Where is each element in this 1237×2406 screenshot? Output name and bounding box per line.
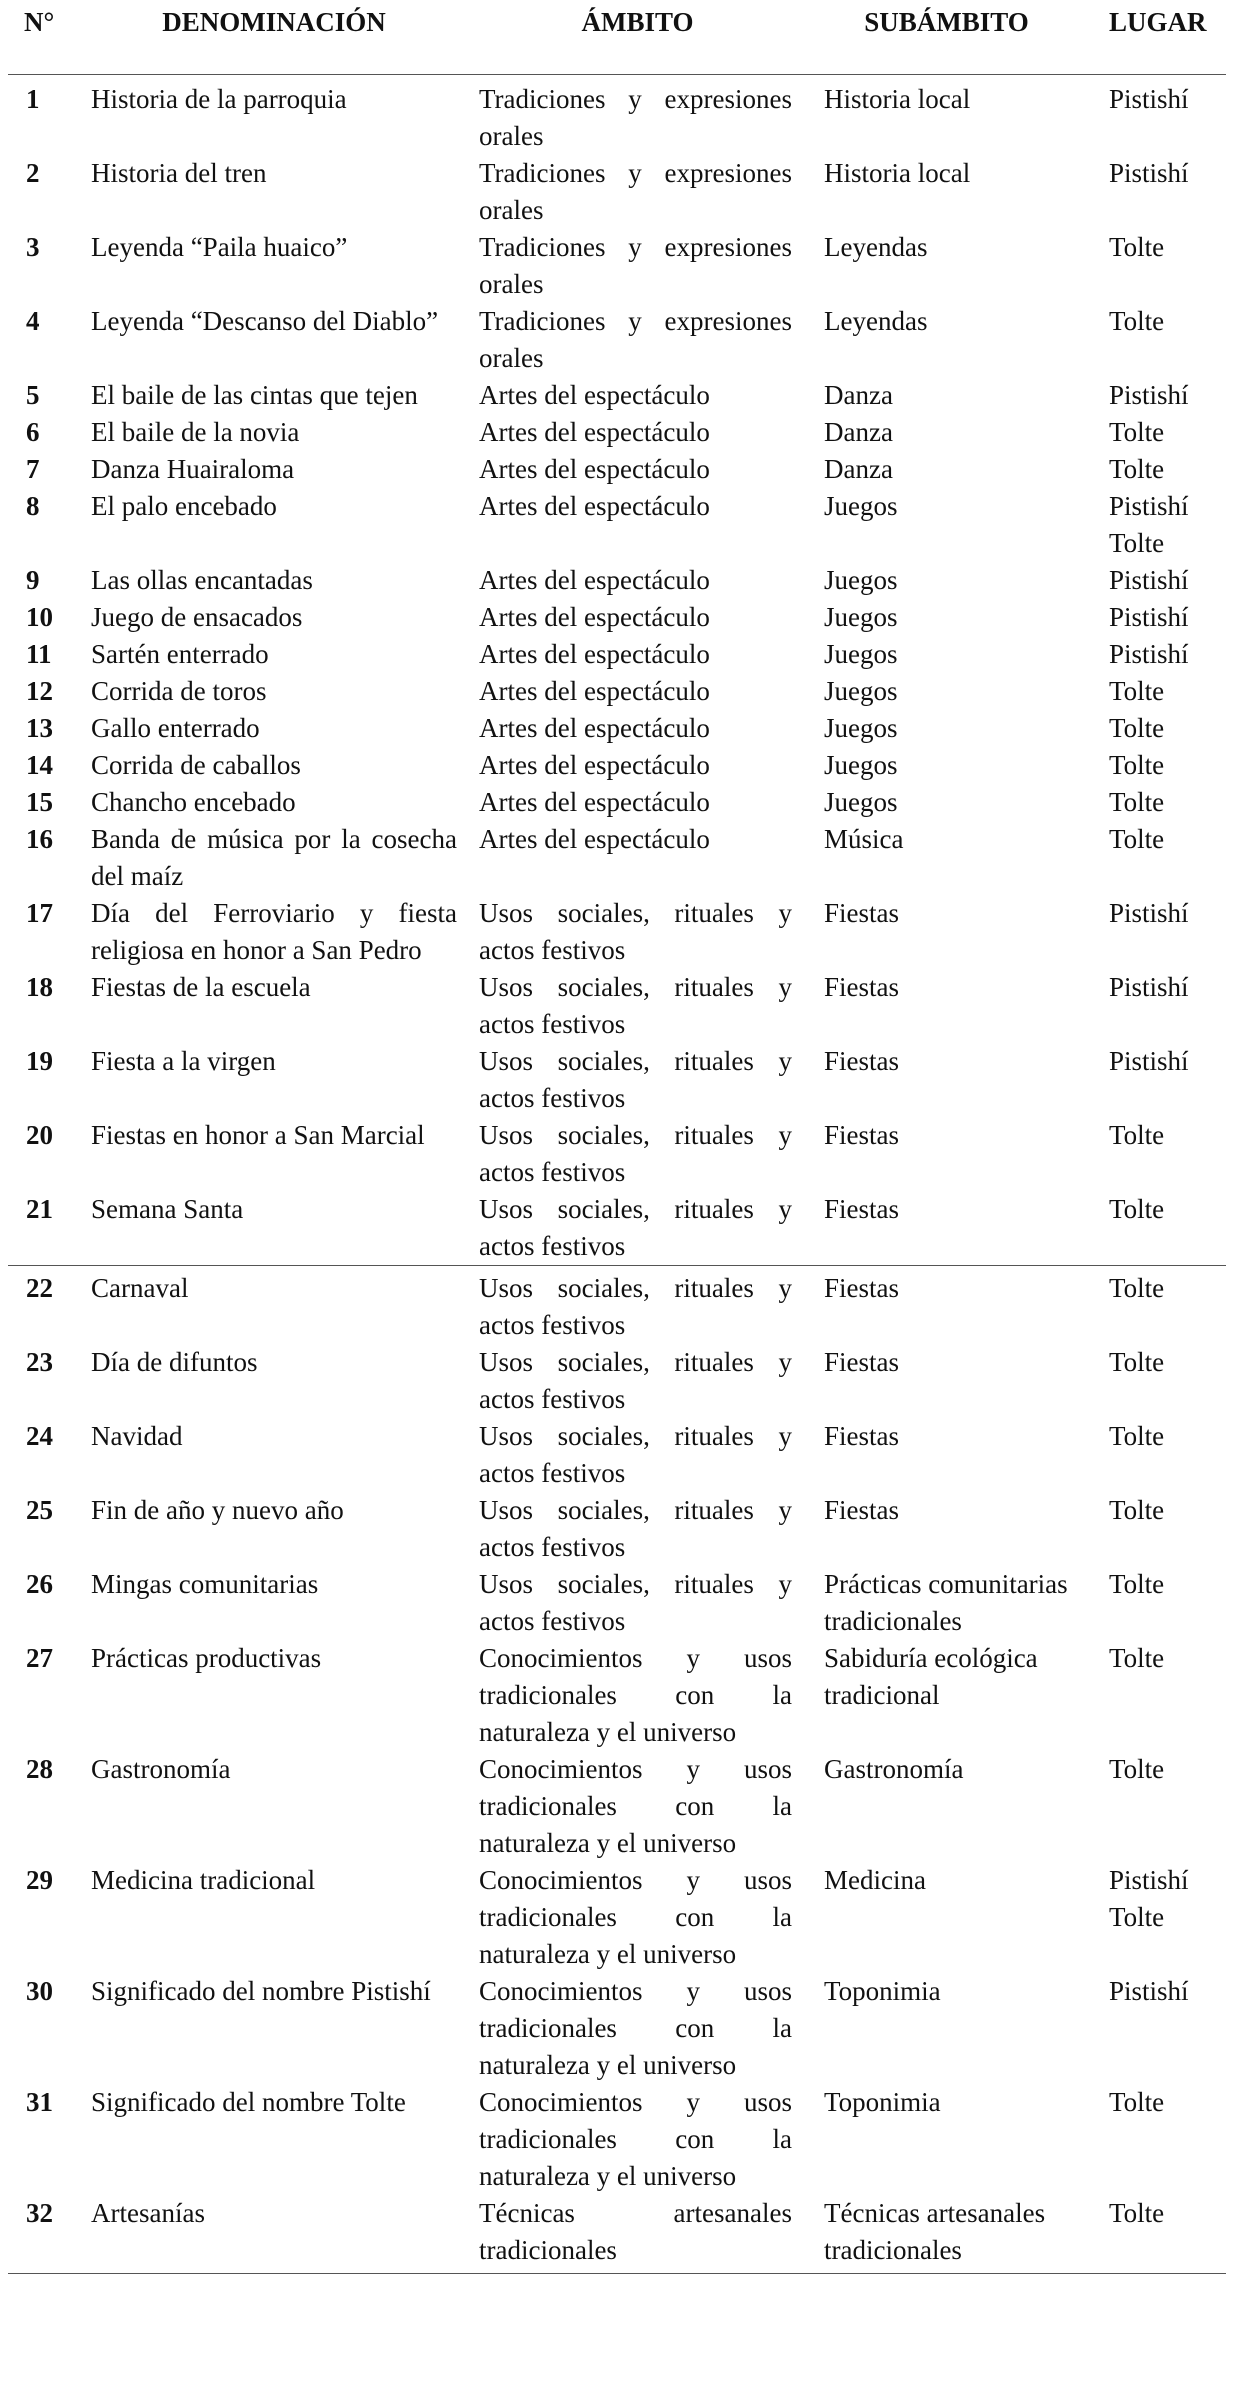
cell-ambito: Usos sociales, rituales y actos festivos bbox=[479, 1194, 792, 1261]
table-row bbox=[8, 1492, 1226, 1566]
cell-lugar: Pistishí Tolte bbox=[1109, 491, 1189, 558]
cell-number: 10 bbox=[26, 602, 53, 632]
table-row bbox=[8, 488, 1226, 562]
cell-ambito: Artes del espectáculo bbox=[479, 602, 710, 632]
cell-number: 19 bbox=[26, 1046, 53, 1076]
cell-denominacion: Mingas comunitarias bbox=[91, 1569, 319, 1599]
cell-lugar: Tolte bbox=[1109, 824, 1165, 854]
cell-subambito: Fiestas bbox=[810, 1266, 1083, 1345]
cell-number: 2 bbox=[26, 158, 40, 188]
cell-ambito: Artes del espectáculo bbox=[479, 491, 710, 521]
cell-number: 25 bbox=[26, 1495, 53, 1525]
table-row bbox=[8, 1973, 1226, 2084]
cell-lugar: Tolte bbox=[1109, 713, 1165, 743]
cell-lugar: Tolte bbox=[1109, 1120, 1165, 1150]
cell-lugar: Tolte bbox=[1109, 1495, 1165, 1525]
cell-denominacion: Fin de año y nuevo año bbox=[91, 1495, 344, 1525]
cell-lugar: Tolte bbox=[1109, 750, 1165, 780]
cell-ambito: Conocimientos y usos tradicionales con la naturaleza y el universo bbox=[479, 2087, 792, 2191]
cell-subambito: Fiestas bbox=[824, 1194, 900, 1224]
cell-subambito: Leyendas bbox=[824, 232, 928, 262]
cell-number: 18 bbox=[26, 972, 53, 1002]
cell-lugar: Pistishí bbox=[1109, 84, 1189, 114]
table-row bbox=[8, 1418, 1226, 1492]
cell-denominacion: Leyenda “Paila huaico” bbox=[91, 232, 348, 262]
cell-ambito: Artes del espectáculo bbox=[479, 639, 710, 669]
cell-number: 14 bbox=[26, 750, 53, 780]
cell-lugar: Tolte bbox=[1109, 1347, 1165, 1377]
cell-number: 6 bbox=[26, 417, 40, 447]
cell-denominacion: Juego de ensacados bbox=[91, 602, 303, 632]
cell-number: 9 bbox=[26, 565, 40, 595]
cell-ambito: Tradiciones y expresiones orales bbox=[479, 84, 792, 151]
cell-subambito: Medicina bbox=[824, 1865, 926, 1895]
cell-number: 29 bbox=[26, 1865, 53, 1895]
cell-subambito: Historia local bbox=[824, 158, 971, 188]
cell-denominacion: Chancho encebado bbox=[91, 787, 296, 817]
cell-subambito: Fiestas bbox=[824, 1421, 900, 1451]
cell-denominacion: El baile de las cintas que tejen bbox=[91, 380, 418, 410]
cell-lugar: Pistishí bbox=[1109, 898, 1189, 928]
cell-ambito: Tradiciones y expresiones orales bbox=[479, 306, 792, 373]
cell-denominacion: Gastronomía bbox=[91, 1754, 231, 1784]
cell-denominacion: Fiestas de la escuela bbox=[91, 972, 311, 1002]
header-number: N° bbox=[8, 0, 83, 75]
cell-denominacion: Medicina tradicional bbox=[91, 1865, 316, 1895]
cell-subambito: Sabiduría ecológica tradicional bbox=[824, 1643, 1038, 1710]
cell-ambito: Conocimientos y usos tradicionales con la naturaleza y el universo bbox=[479, 1643, 792, 1747]
cell-ambito: Artes del espectáculo bbox=[479, 787, 710, 817]
cell-lugar: Pistishí bbox=[1109, 639, 1189, 669]
cell-ambito: Usos sociales, rituales y actos festivos bbox=[479, 972, 792, 1039]
cell-denominacion: Significado del nombre Pistishí bbox=[91, 1976, 431, 2006]
table-row bbox=[8, 2195, 1226, 2274]
table-row bbox=[8, 784, 1226, 821]
table-row bbox=[8, 599, 1226, 636]
table-row bbox=[8, 414, 1226, 451]
cell-denominacion: El baile de la novia bbox=[91, 417, 300, 447]
cell-ambito: Artes del espectáculo bbox=[479, 454, 710, 484]
cell-lugar: Pistishí bbox=[1109, 158, 1189, 188]
cell-denominacion: Semana Santa bbox=[91, 1194, 244, 1224]
cell-denominacion: Día del Ferroviario y fiesta religiosa en honor a San Pedro bbox=[91, 898, 457, 965]
header-lugar: LUGAR bbox=[1083, 0, 1226, 75]
cell-lugar: Pistishí bbox=[1109, 602, 1189, 632]
cell-subambito: Juegos bbox=[824, 491, 898, 521]
table-row bbox=[8, 1640, 1226, 1751]
cell-subambito: Juegos bbox=[824, 639, 898, 669]
cell-number: 16 bbox=[26, 824, 53, 854]
table-row bbox=[8, 1266, 1226, 1345]
table-row bbox=[8, 1191, 1226, 1266]
table-row bbox=[8, 895, 1226, 969]
cell-subambito: Juegos bbox=[824, 713, 898, 743]
cell-lugar: Tolte bbox=[1109, 1421, 1165, 1451]
cell-denominacion: Danza Huairaloma bbox=[91, 454, 295, 484]
cell-lugar: Tolte bbox=[1109, 1569, 1165, 1599]
cell-ambito: Usos sociales, rituales y actos festivos bbox=[479, 898, 792, 965]
cell-subambito: Toponimia bbox=[824, 1976, 941, 2006]
cell-number: 11 bbox=[26, 639, 52, 669]
cell-ambito: Artes del espectáculo bbox=[479, 713, 710, 743]
cell-subambito: Juegos bbox=[824, 676, 898, 706]
cell-lugar: Pistishí bbox=[1109, 1976, 1189, 2006]
cell-lugar: Tolte bbox=[1109, 2087, 1165, 2117]
cell-ambito: Conocimientos y usos tradicionales con la naturaleza y el universo bbox=[479, 1754, 792, 1858]
cell-denominacion: El palo encebado bbox=[91, 491, 277, 521]
cell-denominacion: Historia del tren bbox=[91, 158, 267, 188]
cell-number: 27 bbox=[26, 1643, 53, 1673]
cell-denominacion: Fiestas en honor a San Marcial bbox=[91, 1120, 425, 1150]
cell-number: 30 bbox=[26, 1976, 53, 2006]
header-ambito: ÁMBITO bbox=[465, 0, 810, 75]
cell-number: 23 bbox=[26, 1347, 53, 1377]
cell-subambito: Fiestas bbox=[824, 972, 900, 1002]
cell-ambito: Usos sociales, rituales y actos festivos bbox=[479, 1421, 792, 1488]
cell-number: 26 bbox=[26, 1569, 53, 1599]
table-row bbox=[8, 75, 1226, 156]
cell-lugar: Tolte bbox=[1083, 1266, 1226, 1345]
cell-subambito: Danza bbox=[824, 417, 893, 447]
heritage-inventory-table bbox=[8, 0, 1226, 2274]
cell-ambito: Artes del espectáculo bbox=[479, 824, 710, 854]
cell-subambito: Historia local bbox=[824, 84, 971, 114]
cell-ambito: Conocimientos y usos tradicionales con la naturaleza y el universo bbox=[479, 1865, 792, 1969]
table-row bbox=[8, 710, 1226, 747]
cell-subambito: Juegos bbox=[824, 787, 898, 817]
cell-ambito: Usos sociales, rituales y actos festivos bbox=[479, 1046, 792, 1113]
cell-denominacion: Sartén enterrado bbox=[91, 639, 269, 669]
cell-number: 32 bbox=[8, 2195, 83, 2274]
cell-subambito: Música bbox=[824, 824, 904, 854]
cell-subambito: Fiestas bbox=[824, 1046, 900, 1076]
cell-lugar: Tolte bbox=[1109, 306, 1165, 336]
cell-denominacion: Leyenda “Descanso del Diablo” bbox=[91, 306, 439, 336]
cell-subambito: Juegos bbox=[824, 750, 898, 780]
cell-subambito: Danza bbox=[824, 380, 893, 410]
cell-subambito: Prácticas comunitarias tradicionales bbox=[824, 1569, 1068, 1636]
table-row bbox=[8, 1043, 1226, 1117]
cell-lugar: Tolte bbox=[1109, 232, 1165, 262]
cell-ambito: Conocimientos y usos tradicionales con la naturaleza y el universo bbox=[479, 1976, 792, 2080]
cell-number: 28 bbox=[26, 1754, 53, 1784]
cell-number: 22 bbox=[8, 1266, 83, 1345]
table-row bbox=[8, 673, 1226, 710]
cell-subambito: Danza bbox=[824, 454, 893, 484]
cell-ambito: Artes del espectáculo bbox=[479, 676, 710, 706]
cell-denominacion: Artesanías bbox=[83, 2195, 465, 2274]
table-row bbox=[8, 1344, 1226, 1418]
cell-ambito: Usos sociales, rituales y actos festivos bbox=[479, 1569, 792, 1636]
cell-number: 13 bbox=[26, 713, 53, 743]
cell-number: 5 bbox=[26, 380, 40, 410]
table-row bbox=[8, 377, 1226, 414]
cell-ambito: Usos sociales, rituales y actos festivos bbox=[479, 1495, 792, 1562]
cell-number: 24 bbox=[26, 1421, 53, 1451]
cell-ambito: Usos sociales, rituales y actos festivos bbox=[479, 1347, 792, 1414]
cell-lugar: Pistishí bbox=[1109, 972, 1189, 1002]
header-denominacion: DENOMINACIÓN bbox=[83, 0, 465, 75]
cell-lugar: Tolte bbox=[1109, 1754, 1165, 1784]
table-row bbox=[8, 451, 1226, 488]
cell-subambito: Fiestas bbox=[824, 1120, 900, 1150]
cell-lugar: Pistishí bbox=[1109, 380, 1189, 410]
cell-lugar: Tolte bbox=[1083, 2195, 1226, 2274]
cell-subambito: Fiestas bbox=[824, 898, 900, 928]
cell-denominacion: Fiesta a la virgen bbox=[91, 1046, 276, 1076]
table-row bbox=[8, 562, 1226, 599]
cell-denominacion: Banda de música por la cosecha del maíz bbox=[91, 824, 457, 891]
header-subambito: SUBÁMBITO bbox=[810, 0, 1083, 75]
cell-ambito: Tradiciones y expresiones orales bbox=[479, 158, 792, 225]
cell-subambito: Técnicas artesanales tradicionales bbox=[810, 2195, 1083, 2274]
table-row bbox=[8, 1566, 1226, 1640]
cell-number: 17 bbox=[26, 898, 53, 928]
cell-denominacion: Las ollas encantadas bbox=[91, 565, 313, 595]
cell-subambito: Fiestas bbox=[824, 1495, 900, 1525]
cell-denominacion: Corrida de caballos bbox=[91, 750, 301, 780]
cell-ambito: Artes del espectáculo bbox=[479, 750, 710, 780]
cell-ambito: Tradiciones y expresiones orales bbox=[479, 232, 792, 299]
cell-number: 20 bbox=[26, 1120, 53, 1150]
cell-denominacion: Navidad bbox=[91, 1421, 183, 1451]
table-body bbox=[8, 75, 1226, 2274]
cell-subambito: Fiestas bbox=[824, 1347, 900, 1377]
cell-number: 4 bbox=[26, 306, 40, 336]
cell-ambito: Artes del espectáculo bbox=[479, 565, 710, 595]
cell-denominacion: Día de difuntos bbox=[91, 1347, 258, 1377]
cell-denominacion: Significado del nombre Tolte bbox=[91, 2087, 406, 2117]
table-row bbox=[8, 747, 1226, 784]
cell-number: 3 bbox=[26, 232, 40, 262]
cell-lugar: Tolte bbox=[1109, 454, 1165, 484]
table-row bbox=[8, 2084, 1226, 2195]
table-row bbox=[8, 1117, 1226, 1191]
table-row bbox=[8, 636, 1226, 673]
cell-subambito: Juegos bbox=[824, 565, 898, 595]
cell-subambito: Leyendas bbox=[824, 306, 928, 336]
cell-lugar: Tolte bbox=[1109, 1194, 1165, 1224]
cell-lugar: Tolte bbox=[1109, 1643, 1165, 1673]
table-row bbox=[8, 1862, 1226, 1973]
cell-lugar: Pistishí bbox=[1109, 565, 1189, 595]
table-row bbox=[8, 1751, 1226, 1862]
cell-lugar: Tolte bbox=[1109, 417, 1165, 447]
cell-number: 1 bbox=[26, 84, 40, 114]
cell-lugar: Pistishí Tolte bbox=[1109, 1865, 1189, 1932]
table-row bbox=[8, 229, 1226, 303]
table-row bbox=[8, 155, 1226, 229]
cell-denominacion: Historia de la parroquia bbox=[91, 84, 347, 114]
cell-number: 8 bbox=[26, 491, 40, 521]
cell-subambito: Gastronomía bbox=[824, 1754, 964, 1784]
cell-ambito: Artes del espectáculo bbox=[479, 380, 710, 410]
cell-subambito: Toponimia bbox=[824, 2087, 941, 2117]
table-header-row bbox=[8, 0, 1226, 75]
cell-denominacion: Gallo enterrado bbox=[91, 713, 260, 743]
cell-ambito: Técnicas artesanales tradicionales bbox=[465, 2195, 810, 2274]
cell-ambito: Usos sociales, rituales y actos festivos bbox=[479, 1120, 792, 1187]
cell-lugar: Pistishí bbox=[1109, 1046, 1189, 1076]
cell-number: 7 bbox=[26, 454, 40, 484]
table-row bbox=[8, 969, 1226, 1043]
cell-ambito: Usos sociales, rituales y actos festivos bbox=[465, 1266, 810, 1345]
cell-number: 21 bbox=[26, 1194, 53, 1224]
cell-subambito: Juegos bbox=[824, 602, 898, 632]
cell-lugar: Tolte bbox=[1109, 676, 1165, 706]
cell-denominacion: Carnaval bbox=[83, 1266, 465, 1345]
table-row bbox=[8, 821, 1226, 895]
cell-denominacion: Corrida de toros bbox=[91, 676, 267, 706]
cell-number: 31 bbox=[26, 2087, 53, 2117]
cell-ambito: Artes del espectáculo bbox=[479, 417, 710, 447]
cell-number: 15 bbox=[26, 787, 53, 817]
table-row bbox=[8, 303, 1226, 377]
cell-number: 12 bbox=[26, 676, 53, 706]
cell-denominacion: Prácticas productivas bbox=[91, 1643, 322, 1673]
cell-lugar: Tolte bbox=[1109, 787, 1165, 817]
